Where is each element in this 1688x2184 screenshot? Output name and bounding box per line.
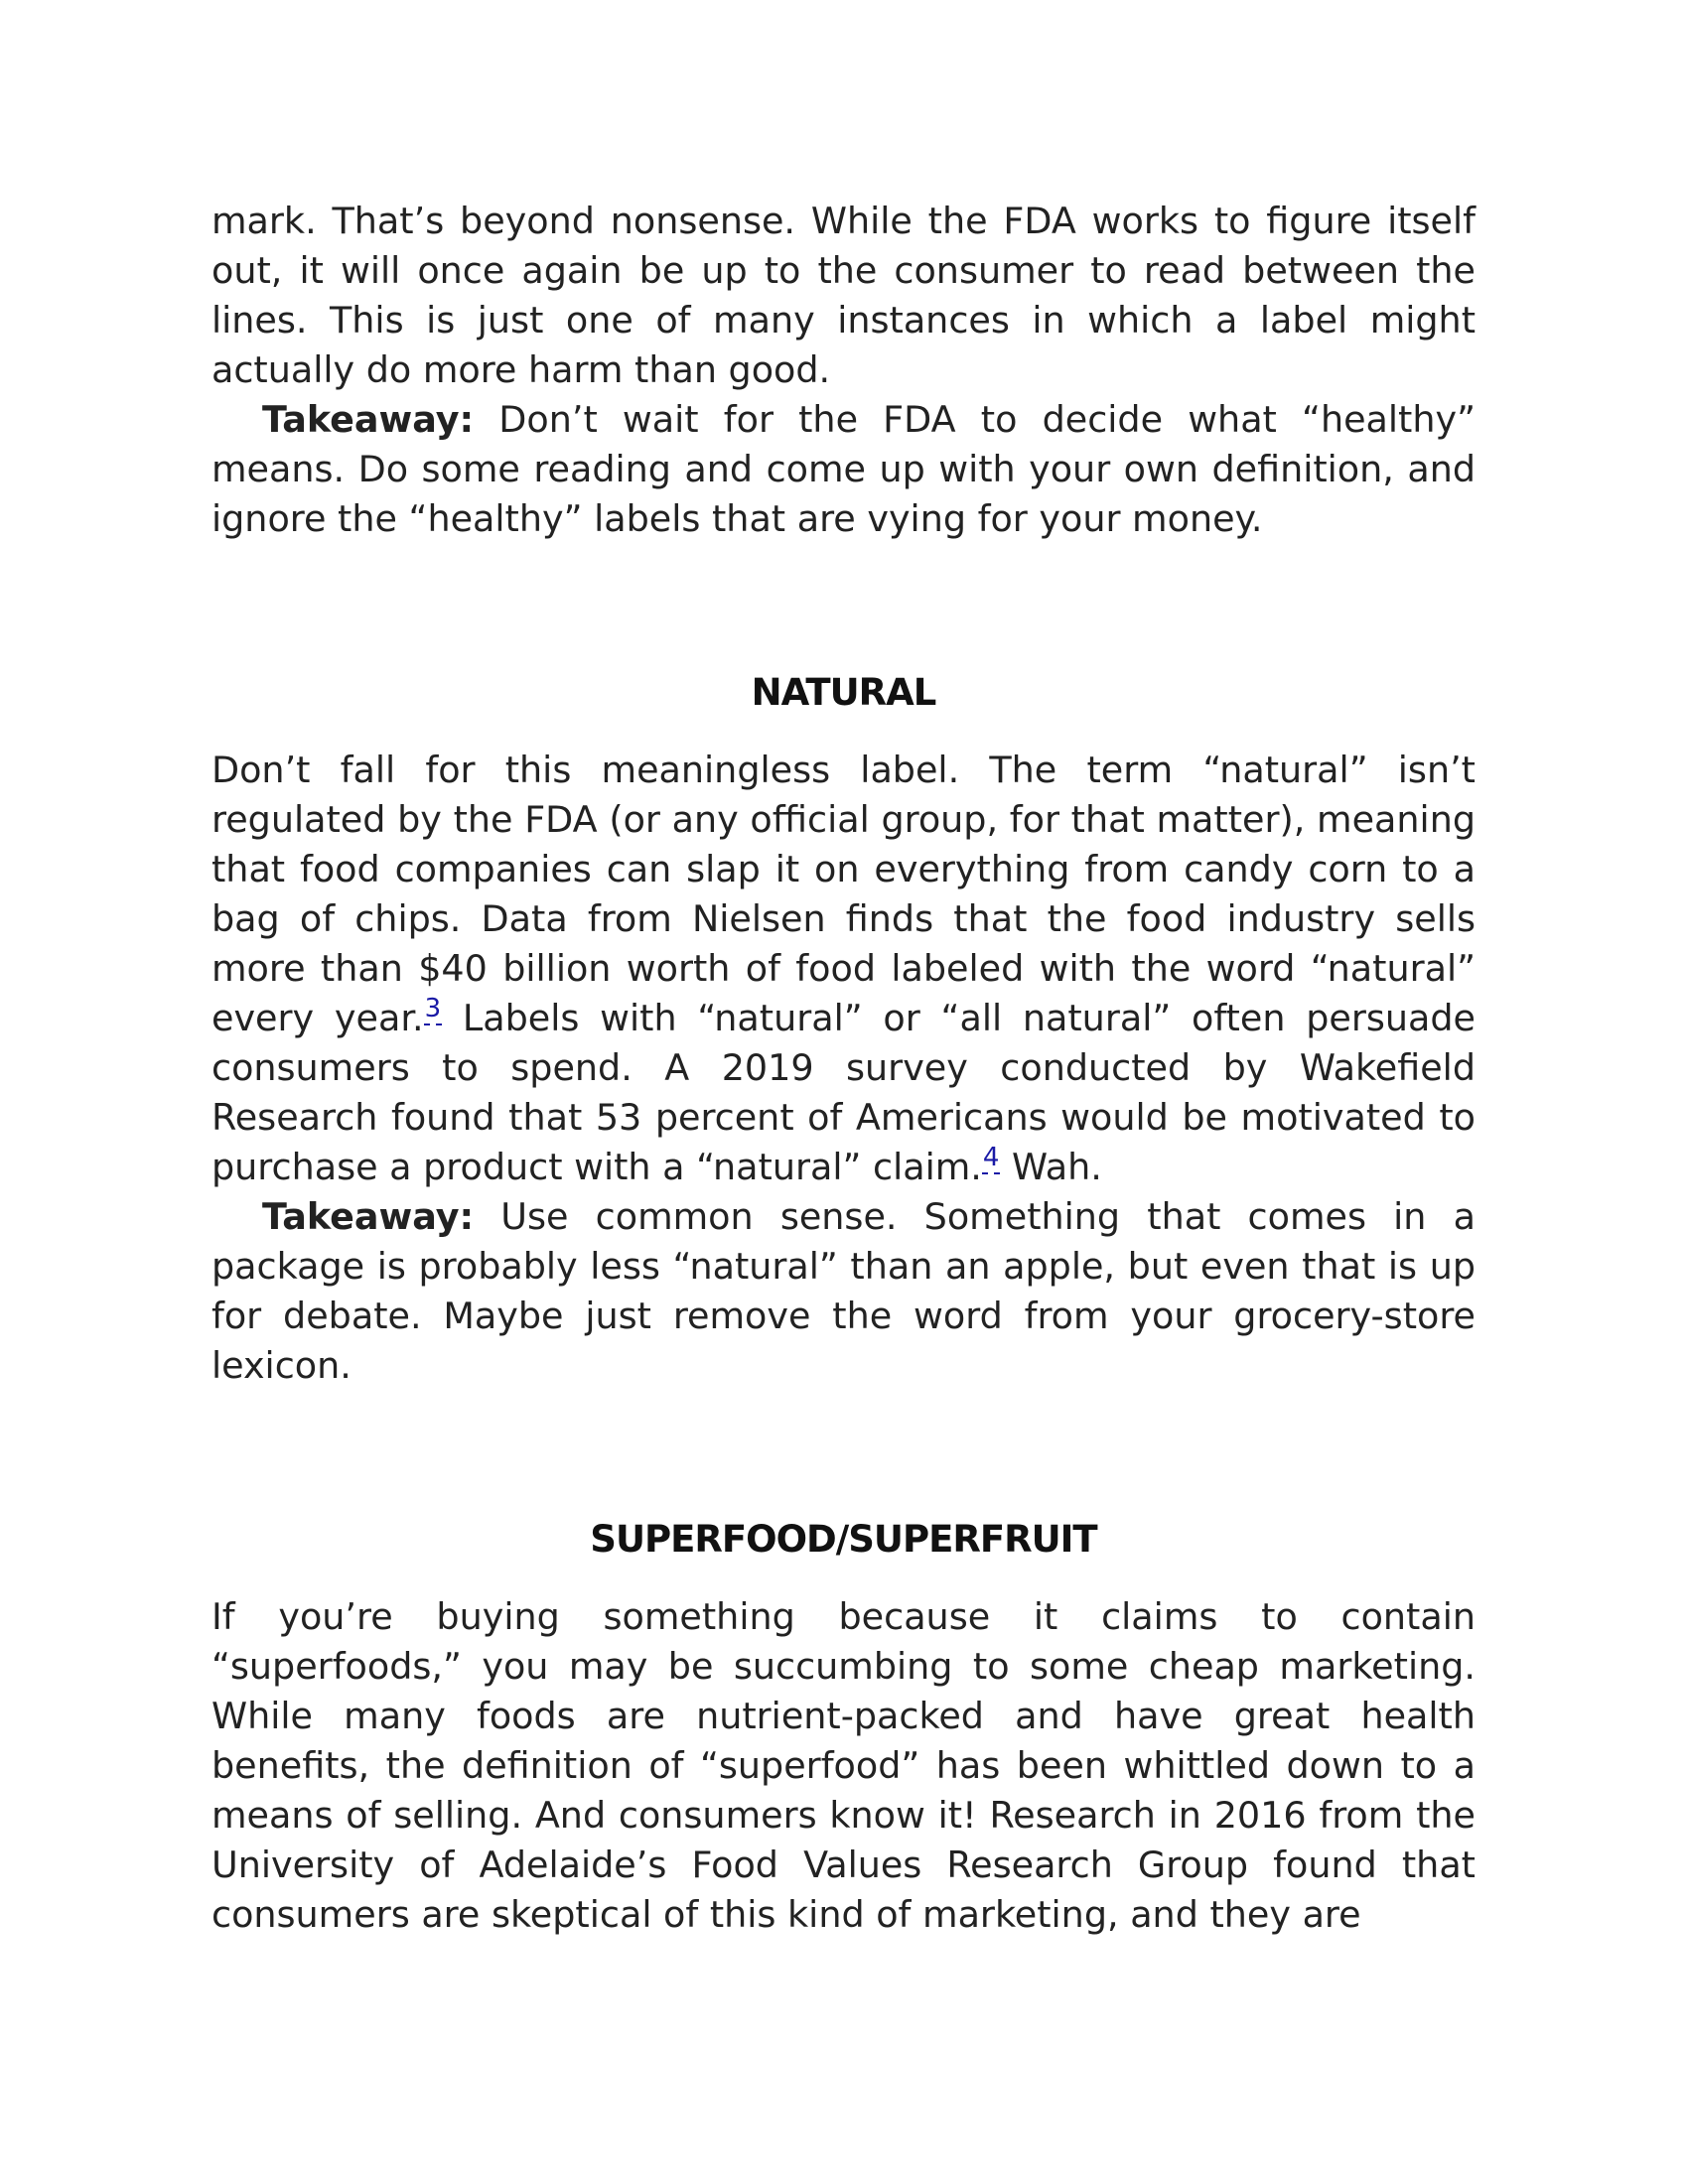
section-heading-superfood: SUPERFOOD/SUPERFRUIT [590,1518,1097,1561]
page-body [211,197,1476,1940]
healthy-takeaway-paragraph [211,395,1476,544]
natural-body-text-2: Labels with “natural” or “all natural” often persuade consumers to spend. A 2019 survey conducted by Wakefield Research found that 53 percent of Americans would be motivated to purchase a product with a “natural” claim. [211,997,1476,1188]
takeaway-label: Takeaway: [262,1195,475,1238]
natural-body-text-3: Wah. [1000,1146,1102,1188]
natural-body-paragraph [211,746,1476,1192]
takeaway-text: Use common sense. Something that comes in a package is probably less “natural” than an apple, but even that is up for debate. Maybe just remove the word from your grocery-store lexicon. [211,1195,1476,1387]
natural-body-text-1: Don’t fall for this meaningless label. The term “natural” isn’t regulated by the FDA (or any official group, for that matter), meaning that food companies can slap it on everything from candy corn to a bag of chips. Data from Nielsen finds that the food industry sells more than $40 billion worth of food labeled with the word “natural” every year. [211,749,1476,1039]
footnote-link-3[interactable]: 3 [424,994,442,1024]
superfood-body-paragraph: If you’re buying something because it claims to contain “superfoods,” you may be succumbing to some cheap marketing. While many foods are nutrient-packed and have great health benefits, the definition of “superfood” has been whittled down to a means of selling. And consumers know it! Research in 2016 from the University of Adelaide’s Food Values Research Group found that consumers are skeptical of this kind of marketing, and they are [211,1595,1476,1936]
natural-takeaway-paragraph [211,1192,1476,1391]
takeaway-label: Takeaway: [262,398,475,441]
footnote-link-4[interactable]: 4 [982,1143,1000,1172]
section-heading-natural: NATURAL [751,671,936,714]
takeaway-text: Don’t wait for the FDA to decide what “healthy” means. Do some reading and come up with your own definition, and ignore the “healthy” labels that are vying for your money. [211,398,1476,540]
healthy-continuation-paragraph: mark. That’s beyond nonsense. While the FDA works to figure itself out, it will once again be up to the consumer to read between the lines. This is just one of many instances in which a label might actually do more harm than good. [211,200,1476,391]
